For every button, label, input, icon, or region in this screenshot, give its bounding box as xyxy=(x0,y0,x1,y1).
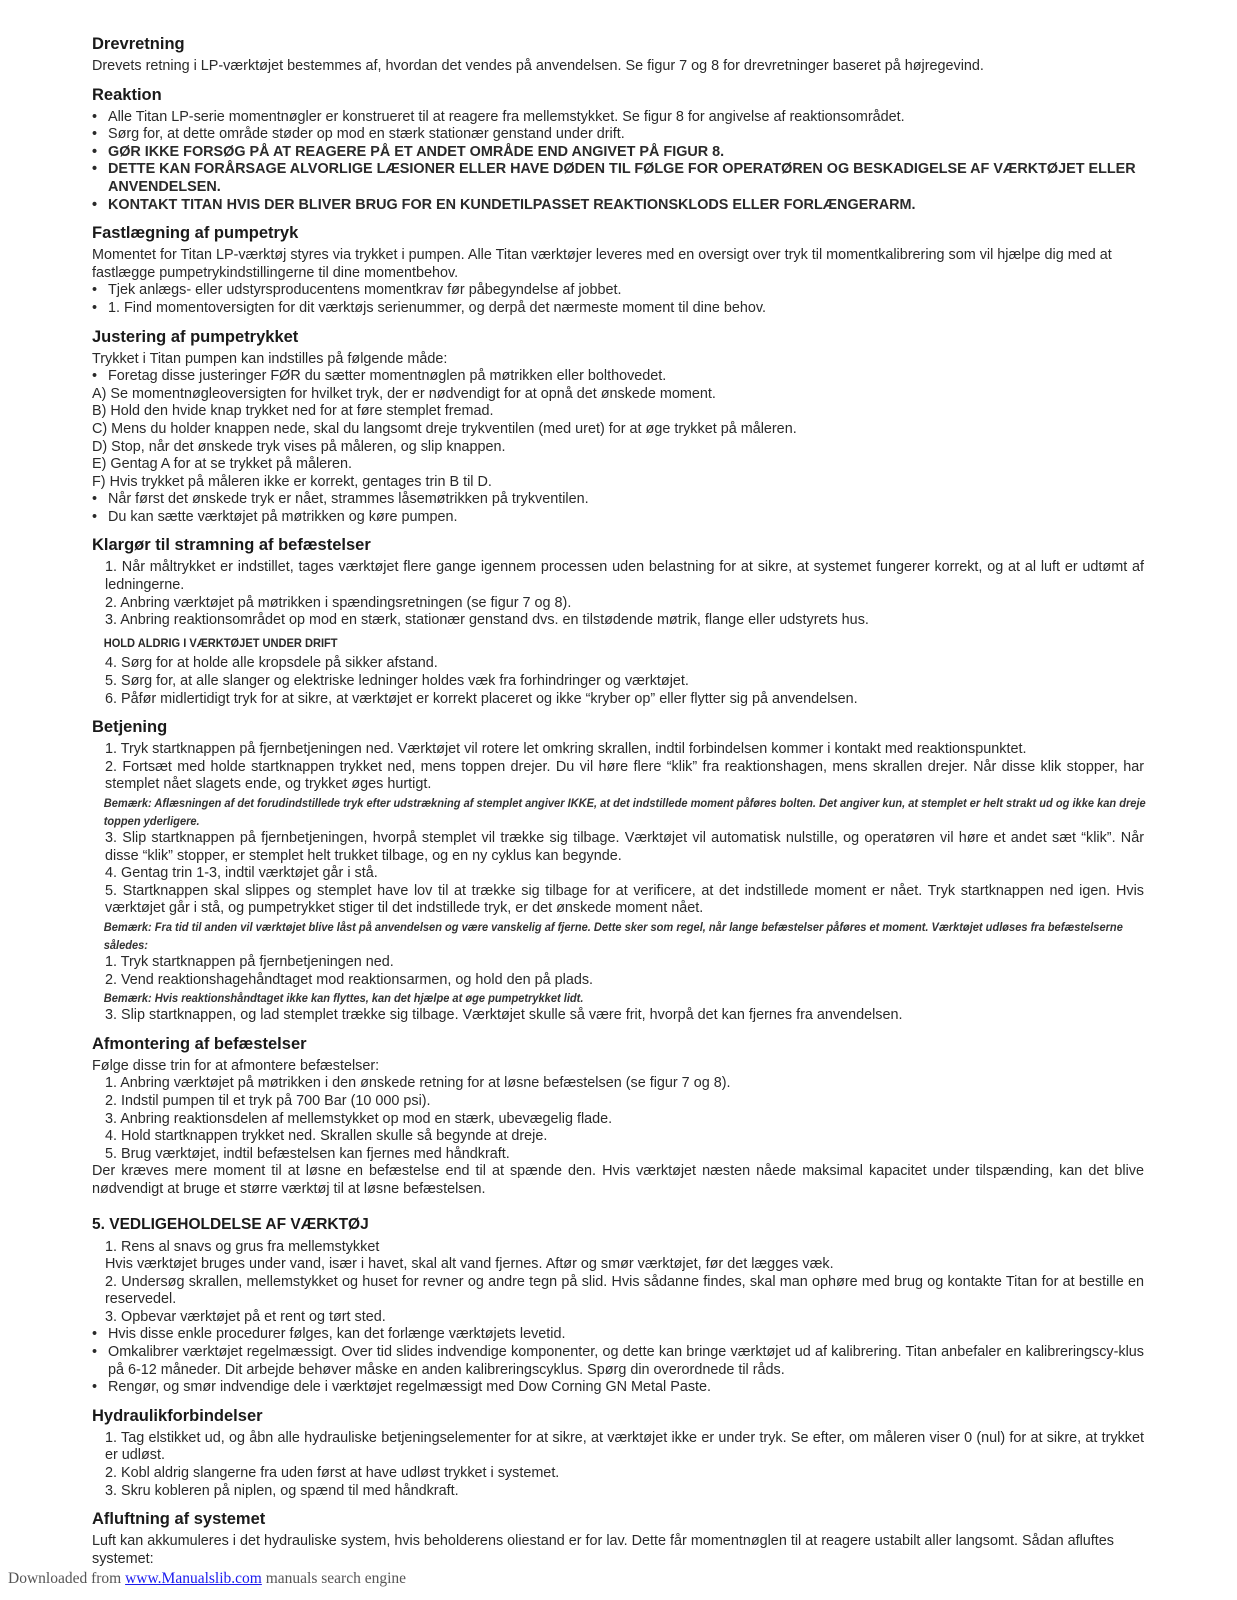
paragraph: Drevets retning i LP-værktøjet bestemmes af, hvordan det vendes på anvendelsen. Se figur 7 og 8 for drevretninger baseret på højregevind. xyxy=(92,58,984,74)
bullet-list xyxy=(92,368,1144,386)
step: 2. Anbring værktøjet på møtrikken i spændingsretningen (se figur 7 og 8). xyxy=(105,594,572,611)
hold-warning: HOLD ALDRIG I VÆRKTØJET UNDER DRIFT xyxy=(103,635,338,650)
step: 2. Kobl aldrig slangerne fra uden først at have udløst trykket i systemet. xyxy=(105,1465,560,1482)
step: 3. Slip startknappen, og lad stemplet trække sig tilbage. Værktøjet skulle så være frit, hvorpå det kan fjernes fra anvendelsen. xyxy=(105,1007,903,1024)
warning-item: • GØR IKKE FORSØG PÅ AT REAGERE PÅ ET ANDET OMRÅDE END ANGIVET PÅ FIGUR 8. xyxy=(92,144,1144,162)
step: C) Mens du holder knappen nede, skal du langsomt dreje trykventilen (med uret) for at øge trykket på måleren. xyxy=(92,420,797,437)
heading-fastlaegning: Fastlægning af pumpetryk xyxy=(92,224,299,243)
paragraph: Der kræves mere moment til at løsne en befæstelse end til at spænde den. Hvis værktøjet næsten nåede maksimal kapacitet under tilspænding, kan det blive nødvendigt at bruge et større værktøj til at løsne befæstelsen. xyxy=(92,1163,1144,1197)
step: 1. Anbring værktøjet på møtrikken i den ønskede retning for at løsne befæstelsen (se figur 7 og 8). xyxy=(105,1075,731,1092)
heading-afmontering: Afmontering af befæstelser xyxy=(92,1034,307,1053)
note: Bemærk: Hvis reaktionshåndtaget ikke kan flyttes, kan det hjælpe at øge pumpetrykket lidt. xyxy=(103,991,584,1006)
heading-hydraulik: Hydraulikforbindelser xyxy=(92,1406,263,1425)
step: F) Hvis trykket på måleren ikke er korrekt, gentages trin B til D. xyxy=(92,473,492,490)
step: 2. Fortsæt med holde startknappen trykket ned, mens toppen drejer. Du vil høre flere “klik” fra reaktionshagen, mens skrallen drejer. Når disse klik stopper, har stemplet nået slagets ende, og trykket øges hurtigt. xyxy=(105,758,1144,793)
step: 5. Startknappen skal slippes og stemplet have lov til at trække sig tilbage for at verificere, at det indstillede moment er nået. Tryk startknappen ned igen. Hvis værktøjet går i stå, og pumpetrykket stiger til det indstillede tryk, er det ønskede moment nået. xyxy=(105,882,1144,917)
section-hydraulik xyxy=(92,1406,1144,1500)
bullet-list xyxy=(92,491,1144,526)
step: 1. Rens al snavs og grus fra mellemstykket xyxy=(105,1238,380,1255)
list-item: • Tjek anlægs- eller udstyrsproducentens momentkrav før påbegyndelse af jobbet. xyxy=(92,282,1144,300)
step: 5. Sørg for, at alle slanger og elektriske ledninger holdes væk fra forhindringer og værktøjet. xyxy=(105,673,689,690)
footer-prefix: Downloaded from xyxy=(8,1570,126,1587)
step: 3. Skru kobleren på niplen, og spænd til med håndkraft. xyxy=(105,1482,459,1499)
step: 5. Brug værktøjet, indtil befæstelsen kan fjernes med håndkraft. xyxy=(105,1145,510,1162)
section-afmontering xyxy=(92,1034,1144,1199)
section-reaktion xyxy=(92,85,1144,215)
footer-suffix: manuals search engine xyxy=(261,1570,407,1587)
heading-justering: Justering af pumpetrykket xyxy=(92,327,299,346)
step: 2. Vend reaktionshagehåndtaget mod reaktionsarmen, og hold den på plads. xyxy=(105,971,594,988)
section-drevretning xyxy=(92,34,1144,76)
list-item: • Når først det ønskede tryk er nået, strammes låsemøtrikken på trykventilen. xyxy=(92,491,1144,509)
manualslib-link[interactable]: www.Manualslib.com xyxy=(125,1570,262,1587)
bullet-list xyxy=(92,282,1144,317)
list-item: • Alle Titan LP-serie momentnøgler er konstrueret til at reagere fra mellemstykket. Se figur 8 for angivelse af reaktionsområdet. xyxy=(92,109,1144,127)
section-justering xyxy=(92,327,1144,527)
step: 1. Når måltrykket er indstillet, tages værktøjet flere gange igennem processen uden belastning for at sikre, at systemet fungerer korrekt, og at al luft er udtømt af ledningerne. xyxy=(105,559,1144,594)
step: Hvis værktøjet bruges under vand, især i havet, skal alt vand fjernes. Aftør og smør værktøjet, før det lægges væk. xyxy=(105,1256,834,1273)
step: 6. Påfør midlertidigt tryk for at sikre, at værktøjet er korrekt placeret og ikke “kryber op” eller flytter sig på anvendelsen. xyxy=(105,690,858,707)
warning-list xyxy=(92,144,1144,214)
page-content xyxy=(92,34,1144,1577)
list-item: • Omkalibrer værktøjet regelmæssigt. Over tid slides indvendige komponenter, og dette kan bringe værktøjet ud af kalibrering. Titan anbefaler en kalibreringscy-klus på 6-12 måneder. Dit arbejde behøver måske en anden kalibreringscyklus. Spørg din overordnede til råds. xyxy=(92,1344,1144,1379)
heading-betjening: Betjening xyxy=(92,718,168,737)
step: 1. Tryk startknappen på fjernbetjeningen ned. Værktøjet vil rotere let omkring skrallen, indtil forbindelsen kommer i kontakt med reaktionspunktet. xyxy=(105,741,1027,758)
step: 1. Tag elstikket ud, og åbn alle hydrauliske betjeningselementer for at sikre, at værktøjet ikke er under tryk. Se efter, om måleren viser 0 (nul) for at sikre, at trykket er udløst. xyxy=(105,1429,1144,1464)
step: E) Gentag A for at se trykket på måleren. xyxy=(92,456,352,473)
note: Bemærk: Aflæsningen af det forudindstillede tryk efter udstrækning af stemplet angiver IKKE, at det indstillede moment påføres bolten. Det angiver kun, at stemplet er helt strakt ud og ikke kan dreje toppen yderligere. xyxy=(103,796,1146,828)
heading-reaktion: Reaktion xyxy=(92,85,162,104)
list-item: • Sørg for, at dette område støder op mod en stærk stationær genstand under drift. xyxy=(92,126,1144,144)
list-item: • Foretag disse justeringer FØR du sætter momentnøglen på møtrikken eller bolthovedet. xyxy=(92,368,1144,386)
section-klargor xyxy=(92,535,1144,708)
paragraph: Trykket i Titan pumpen kan indstilles på følgende måde: xyxy=(92,350,448,367)
list-item: • Du kan sætte værktøjet på møtrikken og køre pumpen. xyxy=(92,509,1144,527)
paragraph: Følge disse trin for at afmontere befæstelser: xyxy=(92,1057,380,1074)
bullet-list xyxy=(92,1326,1144,1396)
note: Bemærk: Fra tid til anden vil værktøjet blive låst på anvendelsen og være vanskelig af fjerne. Dette sker som regel, når lange befæstelser påføres et moment. Værktøjet udløses fra befæstelserne således: xyxy=(103,919,1123,952)
heading-drevretning: Drevretning xyxy=(92,35,185,53)
section-vedligeholdelse xyxy=(92,1215,1144,1397)
step: 2. Indstil pumpen til et tryk på 700 Bar (10 000 psi). xyxy=(105,1092,431,1109)
section-fastlaegning xyxy=(92,223,1144,317)
step: 3. Slip startknappen på fjernbetjeningen, hvorpå stemplet vil trække sig tilbage. Værktøjet vil automatisk nulstille, og operatøren vil høre et andet sæt “klik”. Når disse “klik” stopper, er stemplet helt trukket tilbage, og en ny cyklus kan begynde. xyxy=(105,830,1144,864)
paragraph: Luft kan akkumuleres i det hydrauliske system, hvis beholderens oliestand er for lav. Dette får momentnøglen til at reagere ustabilt aller langsomt. Sådan afluftes systemet: xyxy=(92,1533,1114,1567)
step: 2. Undersøg skrallen, mellemstykket og huset for revner og andre tegn på slid. Hvis sådanne findes, skal man ophøre med brug og kontakte Titan for at bestille en reservedel. xyxy=(105,1273,1144,1308)
heading-afluftning: Afluftning af systemet xyxy=(92,1510,266,1529)
step: 4. Sørg for at holde alle kropsdele på sikker afstand. xyxy=(105,655,438,672)
section-afluftning xyxy=(92,1509,1144,1568)
heading-vedligeholdelse: 5. VEDLIGEHOLDELSE AF VÆRKTØJ xyxy=(92,1215,369,1233)
step: 4. Gentag trin 1-3, indtil værktøjet går i stå. xyxy=(105,865,378,882)
paragraph: Momentet for Titan LP-værktøj styres via trykket i pumpen. Alle Titan værktøjer leveres med en oversigt over tryk til momentkalibrering som vil hjælpe dig med at fastlægge pumpetrykindstillingerne til dine momentbehov. xyxy=(92,247,1112,281)
step: 3. Opbevar værktøjet på et rent og tørt sted. xyxy=(105,1308,386,1325)
step: D) Stop, når det ønskede tryk vises på måleren, og slip knappen. xyxy=(92,438,506,455)
list-item: • Hvis disse enkle procedurer følges, kan det forlænge værktøjets levetid. xyxy=(92,1326,1144,1344)
warning-item: • DETTE KAN FORÅRSAGE ALVORLIGE LÆSIONER ELLER HAVE DØDEN TIL FØLGE FOR OPERATØREN OG BESKADIGELSE AF VÆRKTØJET ELLER ANVENDELSEN. xyxy=(92,161,1144,196)
list-item: • Rengør, og smør indvendige dele i værktøjet regelmæssigt med Dow Corning GN Metal Paste. xyxy=(92,1379,1144,1397)
heading-klargor: Klargør til stramning af befæstelser xyxy=(92,536,371,555)
download-footer xyxy=(8,1570,406,1588)
step: B) Hold den hvide knap trykket ned for at føre stemplet fremad. xyxy=(92,403,494,420)
section-betjening xyxy=(92,717,1144,1025)
step: 3. Anbring reaktionsdelen af mellemstykket op mod en stærk, ubevægelig flade. xyxy=(105,1110,613,1127)
step: A) Se momentnøgleoversigten for hvilket tryk, der er nødvendigt for at opnå det ønskede moment. xyxy=(92,385,716,402)
bullet-list xyxy=(92,109,1144,144)
step: 1. Tryk startknappen på fjernbetjeningen ned. xyxy=(105,953,394,970)
warning-item: • KONTAKT TITAN HVIS DER BLIVER BRUG FOR EN KUNDETILPASSET REAKTIONSKLODS ELLER FORLÆNGERARM. xyxy=(92,197,1144,215)
step: 3. Anbring reaktionsområdet op mod en stærk, stationær genstand dvs. en tilstødende møtrik, flange eller udstyrets hus. xyxy=(105,612,869,629)
step: 4. Hold startknappen trykket ned. Skrallen skulle så begynde at dreje. xyxy=(105,1128,548,1145)
list-item: • 1. Find momentoversigten for dit værktøjs serienummer, og derpå det nærmeste moment til dine behov. xyxy=(92,300,1144,318)
